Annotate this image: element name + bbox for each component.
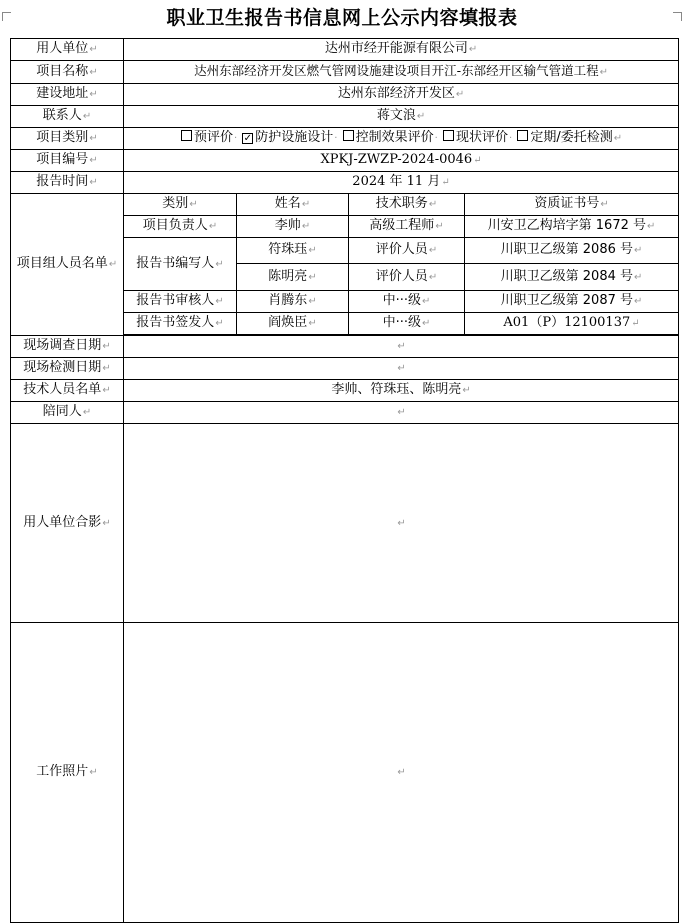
signer-cert: A01（P）12100137↵ <box>465 313 679 335</box>
team-header-title: 技术职务↵ <box>349 194 465 216</box>
document-title: 职业卫生报告书信息网上公示内容填报表 <box>166 7 518 29</box>
project-type-label: 项目类别↵ <box>11 128 124 150</box>
type-option-control-effect[interactable]: 控制效果评价· <box>342 130 438 145</box>
checkbox-icon[interactable] <box>343 130 354 141</box>
writer-category: 报告书编写人↵ <box>124 238 237 291</box>
signer-title: 中···级↵ <box>349 313 465 335</box>
writer1-name: 符珠珏↵ <box>237 238 349 264</box>
address-label: 建设地址↵ <box>11 84 124 106</box>
employer-value: 达州市经开能源有限公司↵ <box>124 39 679 61</box>
checkbox-icon[interactable] <box>517 130 528 141</box>
survey-date-label: 现场调查日期↵ <box>11 336 124 358</box>
team-header-name: 姓名↵ <box>237 194 349 216</box>
companion-label: 陪同人↵ <box>11 402 124 424</box>
checkbox-checked-icon[interactable]: ✓ <box>243 133 252 144</box>
contact-value: 蒋文浪↵ <box>124 106 679 128</box>
row-employer <box>11 39 679 61</box>
reviewer-cert: 川职卫乙级第 2087 号↵ <box>465 291 679 313</box>
writer2-cert: 川职卫乙级第 2084 号↵ <box>465 264 679 291</box>
reviewer-name: 肖腾东↵ <box>237 291 349 313</box>
team-header-category: 类别↵ <box>124 194 237 216</box>
signer-category: 报告书签发人↵ <box>124 313 237 335</box>
companion-value[interactable]: ↵ <box>124 402 679 424</box>
row-project-no <box>11 150 679 172</box>
leader-cert: 川安卫乙构培字第 1672 号↵ <box>465 216 679 238</box>
team-header-cert: 资质证书号↵ <box>465 194 679 216</box>
report-time-label: 报告时间↵ <box>11 172 124 194</box>
signer-name: 阎焕臣↵ <box>237 313 349 335</box>
row-project-type <box>11 128 679 150</box>
team-label: 项目组人员名单↵ <box>11 194 124 336</box>
reviewer-category: 报告书审核人↵ <box>124 291 237 313</box>
checkbox-icon[interactable] <box>181 130 192 141</box>
type-option-status-assessment[interactable]: 现状评价· <box>442 130 512 145</box>
row-report-time <box>11 172 679 194</box>
row-contact <box>11 106 679 128</box>
project-type-options <box>124 128 679 150</box>
row-tech-staff <box>11 380 679 402</box>
writer2-title: 评价人员↵ <box>349 264 465 291</box>
writer1-cert: 川职卫乙级第 2086 号↵ <box>465 238 679 264</box>
writer2-name: 陈明亮↵ <box>237 264 349 291</box>
leader-category: 项目负责人↵ <box>124 216 237 238</box>
project-name-label: 项目名称↵ <box>11 61 124 84</box>
corner-mark-top-right <box>673 12 682 21</box>
tech-staff-label: 技术人员名单↵ <box>11 380 124 402</box>
project-name-value: 达州东部经济开发区燃气管网设施建设项目开江-东部经开区输气管道工程↵ <box>124 61 679 84</box>
row-address <box>11 84 679 106</box>
leader-name: 李帅↵ <box>237 216 349 238</box>
group-photo-label: 用人单位合影↵ <box>11 424 124 623</box>
writer1-title: 评价人员↵ <box>349 238 465 264</box>
contact-label: 联系人↵ <box>11 106 124 128</box>
survey-date-value[interactable]: ↵ <box>124 336 679 358</box>
employer-label: 用人单位↵ <box>11 39 124 61</box>
checkbox-icon[interactable] <box>443 130 454 141</box>
leader-title: 高级工程师↵ <box>349 216 465 238</box>
group-photo-area[interactable]: ↵ <box>124 424 679 623</box>
work-photo-label: 工作照片↵ <box>11 623 124 923</box>
report-time-value: 2024 年 11 月↵ <box>124 172 679 194</box>
type-option-pre-assessment[interactable]: 预评价· <box>180 130 237 145</box>
type-option-protection-design[interactable]: ✓ 防护设施设计· <box>243 130 338 145</box>
tech-staff-value: 李帅、符珠珏、陈明亮↵ <box>124 380 679 402</box>
address-value: 达州东部经济开发区↵ <box>124 84 679 106</box>
test-date-label: 现场检测日期↵ <box>11 358 124 380</box>
reviewer-title: 中···级↵ <box>349 291 465 313</box>
row-work-photo <box>11 623 679 923</box>
project-no-value: XPKJ-ZWZP-2024-0046↵ <box>124 150 679 172</box>
team-header-row <box>11 194 679 216</box>
work-photo-area[interactable]: ↵ <box>124 623 679 923</box>
disclosure-form-table <box>10 38 679 923</box>
row-project-name <box>11 61 679 84</box>
row-test-date <box>11 358 679 380</box>
project-no-label: 项目编号↵ <box>11 150 124 172</box>
row-group-photo <box>11 424 679 623</box>
row-survey-date <box>11 336 679 358</box>
row-companion <box>11 402 679 424</box>
corner-mark-top-left <box>2 12 11 21</box>
test-date-value[interactable]: ↵ <box>124 358 679 380</box>
type-option-periodic-testing[interactable]: 定期/委托检测↵ <box>516 130 622 145</box>
